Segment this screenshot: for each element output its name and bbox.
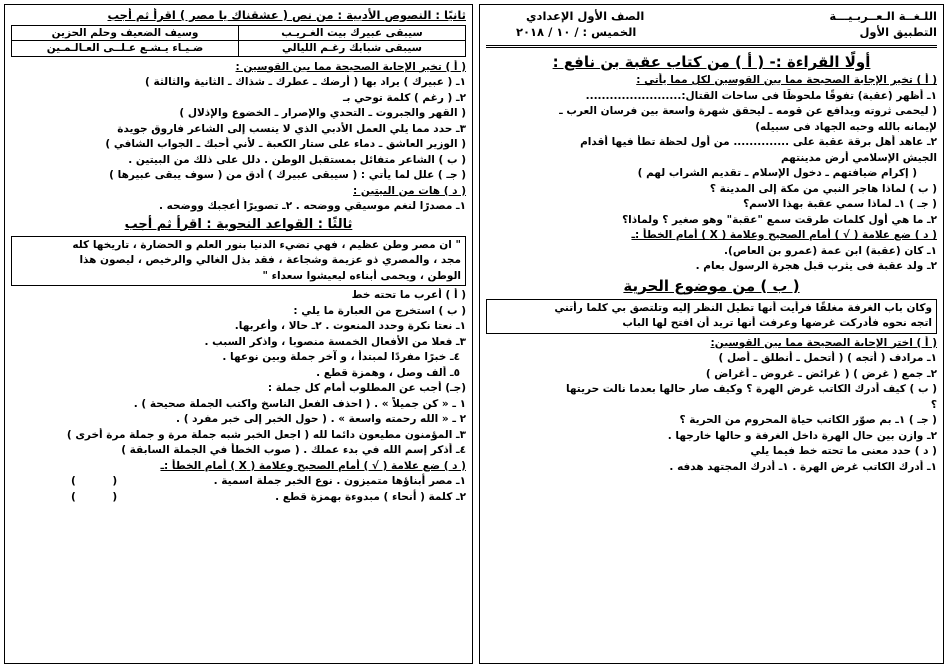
freedom-passage-1: وكان باب الغرفة مغلقًا فرأيت أنها تطيل النظر إليه وتلتصق بي كلما رأتني <box>554 301 932 314</box>
reading-title: أولًا القراءة :- ( أ ) من كتاب عقبة بن نافع : <box>552 53 871 71</box>
freedom-a2: ٢ـ جمع ( غرض ) ( غرائض ـ غروض ـ أغراض ) <box>705 367 937 380</box>
grammar-c2: ٢ ـ « الله رحمته واسعة » . ( حول الخبر إلى خبر مفرد ) . <box>176 413 466 425</box>
left-column <box>4 4 473 664</box>
test-label: التطبيق الأول <box>859 25 937 39</box>
poem-hemistich: ضـيـاء يـشـع عـلــى العـالـمـين <box>12 41 239 57</box>
texts-a3-opts: ( الوزير العاشق ـ دماء على ستار الكعبة ـ لأني أحبك ـ الجواب الشافي ) <box>105 138 466 150</box>
reading-c1: ( جـ ) ١ـ لماذا سمي عقبة بهذا الاسم؟ <box>743 198 937 210</box>
header-row-1 <box>486 8 937 24</box>
reading-b: ( ب ) لماذا هاجر النبي من مكة إلى المدينة ؟ <box>709 182 937 195</box>
grammar-b: ( ب ) استخرج من العبارة ما يلي : <box>293 304 466 317</box>
grammar-c1: ١ ـ « كن جميلاً » . ( احذف الفعل الناسخ واكتب الجملة صحيحة ) . <box>133 397 466 410</box>
freedom-a1: ١ـ مرادف ( أتجه ) ( أتحمل ـ أنطلق ـ أصل ) <box>718 352 937 364</box>
date-label: الخميس : / ١٠ / ٢٠١٨ <box>516 25 637 39</box>
freedom-d: ( د ) حدد معنى ما تحته خط فيما يلي <box>750 445 937 457</box>
grammar-passage-2: مجد ، والمصري ذو عزيمة وشجاعة ، فقد بذل الغالي والرخيص ، ليصون هذا <box>79 254 461 266</box>
grammar-d2-row <box>11 490 466 506</box>
freedom-c2: ٢ـ وازن بين حال الهرة داخل الغرفة و حالها خارجها . <box>667 429 937 442</box>
subject-label: اللـغــة الـعــربـيـــة <box>829 9 937 23</box>
texts-a1: ١ـ ( عبيرك ) يراد بها ( أرضك ـ عطرك ـ شذاك ـ الثانية والثالثة ) <box>145 76 466 88</box>
grammar-c3: ٣ـ المؤمنون مطيعون دائما لله ( اجعل الخبر شبه جملة مرة و جملة مرة أخرى ) <box>66 428 466 441</box>
freedom-passage-2: اتجه نحوه فأدركت غرضها وعرفت أنها تريد أن افتح لها الباب <box>622 317 932 329</box>
freedom-b-2: ؟ <box>930 398 937 411</box>
poem-hemistich: سيبقى شبابك رغـم الليالي <box>239 41 466 57</box>
grammar-b1: ١ـ نعتا نكرة وحدد المنعوت . ٢ـ حالا ، وأعربها. <box>234 320 466 332</box>
texts-a2-opts: ( القهر والجبروت ـ التحدي والإصرار ـ الخضوع والإذلال ) <box>179 107 466 119</box>
grammar-passage-1: " ان مصر وطن عظيم ، فهي تضيء الدنيا بنور العلم و الحضارة ، تاريخها كله <box>72 238 461 251</box>
poem-hemistich: وسيف الضعيف وحلم الحزين <box>12 25 239 41</box>
grammar-c: (جـ) أجب عن المطلوب أمام كل جملة : <box>267 382 466 394</box>
reading-q2-2: الجيش الإسلامي أرض مدينتهم <box>780 151 937 164</box>
header-divider <box>486 45 937 48</box>
poem-table <box>11 25 466 57</box>
reading-d1: ١ـ كان (عقبة) ابن عمة (عمرو بن العاص). <box>724 244 937 257</box>
freedom-title: ( ب ) من موضوع الحرية <box>623 276 800 295</box>
texts-d: ( د ) هات من البيتين : <box>353 184 466 197</box>
texts-c: ( جـ ) علل لما يأتي : ( سيبقى عبيرك ) أدق من ( سوف يبقى عبيرها ) <box>109 169 466 181</box>
poem-hemistich: سيبقى عبيرك بيت الغـريـب <box>239 25 466 41</box>
freedom-b-1: ( ب ) كيف أدرك الكاتب غرض الهرة ؟ وكيف صار حالها بعدما نالت حريتها <box>565 383 937 395</box>
grammar-title: ثالثًا : القواعد النحوية : اقرأ ثم أجب <box>124 216 353 232</box>
reading-q1-opts-2: لإيمانه بالله وحبه الجهاد فى سبيله) <box>755 120 937 133</box>
header-row-2 <box>486 24 937 40</box>
poem-row <box>12 41 466 57</box>
texts-a2: ٢ـ ( رغم ) كلمة توحي بـ <box>342 91 466 104</box>
grammar-d1: ١ـ مصر أبناؤها متميزون . نوع الخبر جملة اسمية . <box>213 475 466 487</box>
answer-parens[interactable]: ( ) <box>71 490 118 503</box>
texts-a3: ٣ـ حدد مما يلي العمل الأدبي الذي لا ينسب إلى الشاعر فاروق جويدة <box>117 122 466 135</box>
grammar-d: ( د ) ضع علامة ( √ ) أمام الصحيح وعلامة ( X ) أمام الخطأ :ـ <box>160 459 466 472</box>
poem-row <box>12 25 466 41</box>
grammar-b4: ٤ـ خبرًا مفردًا لمبتدأ ، و آخر جملة وبين نوعها . <box>222 351 460 363</box>
grammar-a: ( أ ) أعرب ما تحته خط <box>351 289 466 301</box>
texts-b: ( ب ) الشاعر متفائل بمستقبل الوطن . دلل على ذلك من البيتين . <box>128 153 466 166</box>
texts-a-instr: ( أ ) تخير الإجابة الصحيحة مما بين القوسين : <box>235 60 466 73</box>
grammar-d2: ٢ـ كلمة ( أنحاء ) مبدوءة بهمزة قطع . <box>275 490 466 503</box>
right-column <box>479 4 944 664</box>
grammar-b3: ٣ـ فعلا من الأفعال الخمسة منصوبا ، واذكر السبب . <box>204 335 466 348</box>
freedom-c1: ( جـ ) ١ـ بم صوّر الكاتب حياة المحروم من الحرية ؟ <box>679 414 937 426</box>
texts-title: ثانيًا : النصوص الأدبية : من نص ( عشقناك يا مصر ) اقرأ ثم أجب <box>107 8 466 22</box>
answer-parens[interactable]: ( ) <box>71 475 118 487</box>
grammar-passage-box <box>11 236 466 287</box>
reading-q1: ١ـ أظهر (عقبة) تفوقًا ملحوظًا فى ساحات القتال:........................ <box>585 89 937 102</box>
reading-d2: ٢ـ ولد عقبة فى يثرب قبل هجرة الرسول بعام . <box>695 260 937 272</box>
grammar-d1-row <box>11 474 466 490</box>
freedom-passage-box <box>486 299 937 334</box>
freedom-a-instr: ( أ ) اختر الإجابة الصحيحة مما بين القوسين: <box>710 336 937 349</box>
grammar-passage-3: الوطن ، ويحمى أبناءه ليعيشوا سعداء " <box>262 269 461 282</box>
grade-label: الصف الأول الإعدادي <box>526 9 645 23</box>
reading-q1-opts-1: ( ليحمى ثروته ويدافع عن قومه ـ ليحقق شهرة واسعة بين فرسان العرب ـ <box>559 105 937 117</box>
freedom-d1: ١ـ أدرك الكاتب غرض الهرة . ١ـ أدرك المجتهد هدفه . <box>669 460 937 473</box>
grammar-c4: ٤ـ أذكر إسم الله في بدء عملك . ( صوب الخطأ في الجملة السابقة ) <box>121 444 466 456</box>
reading-d: ( د ) ضع علامة ( √ ) أمام الصحيح وعلامة ( X ) أمام الخطأ :ـ <box>631 229 937 241</box>
reading-a-instr: ( أ ) تخير الإجابة الصحيحة مما بين القوسين لكل مما يأتي : <box>636 74 937 86</box>
grammar-b5: ٥ـ ألف وصل ، وهمزة قطع . <box>316 366 460 379</box>
texts-d1: ١ـ مصدرًا لنغم موسيقي ووضحه . ٢ـ تصويرًا أعجبك ووضحه . <box>159 200 466 212</box>
reading-c2: ٢ـ ما هي أول كلمات طرقت سمع "عقبة" وهو صغير ؟ ولماذا؟ <box>622 213 937 226</box>
reading-q2-opts: ( إكرام ضيافتهم ـ دخول الإسلام ـ تقديم الشراب لهم ) <box>637 167 917 179</box>
reading-q2-1: ٢ـ عاهد أهل برقة عقبة على .............. من أول لحظة تطأ فيها أقدام <box>580 136 937 148</box>
